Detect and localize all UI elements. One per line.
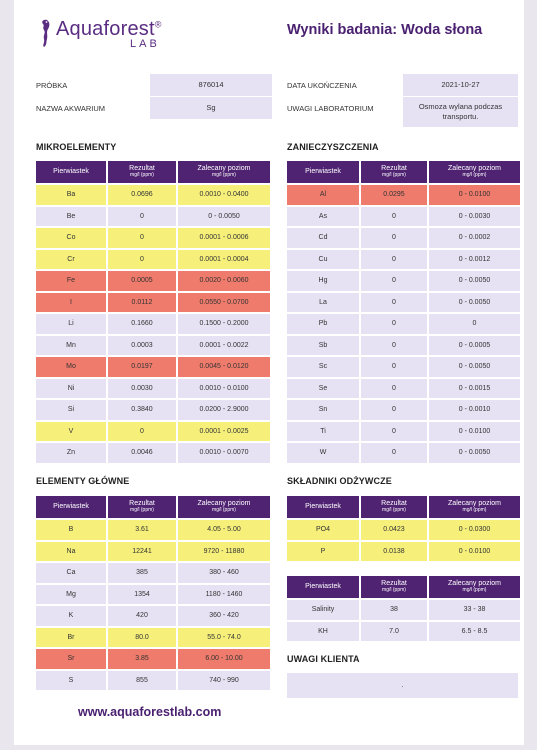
cell-recommended: 0 - 0.0050 [429, 271, 520, 291]
table-row [36, 628, 270, 648]
lab-notes-label: UWAGI LABORATORIUM [287, 104, 374, 113]
cell-result: 0 [361, 250, 427, 270]
col-result: Rezultat mg/l (ppm) [108, 496, 176, 518]
cell-recommended: 0.0045 - 0.0120 [178, 357, 270, 377]
table-row [287, 357, 520, 377]
brand-name: Aquaforest® [56, 18, 162, 40]
cell-result: 0 [361, 207, 427, 227]
cell-result: 3.61 [108, 520, 176, 540]
cell-element: I [36, 293, 106, 313]
cell-element: W [287, 443, 359, 463]
cell-recommended: 0 - 0.0012 [429, 250, 520, 270]
cell-recommended: 0 - 0.0300 [429, 520, 520, 540]
micro-table [34, 159, 272, 465]
cell-recommended: 360 - 420 [178, 606, 270, 626]
cell-result: 0.0138 [361, 542, 427, 562]
table-row [287, 542, 520, 562]
cell-result: 0 [108, 207, 176, 227]
cell-result: 0 [361, 314, 427, 334]
cell-result: 0 [361, 357, 427, 377]
cell-recommended: 0.0550 - 0.0700 [178, 293, 270, 313]
nutrients-section-title: SKŁADNIKI ODŻYWCZE [287, 476, 392, 486]
parameters-table [285, 574, 522, 643]
cell-result: 0.0423 [361, 520, 427, 540]
cell-recommended: 0.0010 - 0.0100 [178, 379, 270, 399]
cell-element: Ni [36, 379, 106, 399]
cell-element: Al [287, 185, 359, 205]
cell-recommended: 380 - 460 [178, 563, 270, 583]
cell-recommended: 0 - 0.0015 [429, 379, 520, 399]
cell-element: Mg [36, 585, 106, 605]
cell-element: V [36, 422, 106, 442]
cell-element: Co [36, 228, 106, 248]
cell-recommended: 0.0020 - 0.0060 [178, 271, 270, 291]
cell-recommended: 0 - 0.0050 [429, 443, 520, 463]
table-row [287, 600, 520, 620]
col-recommended: Zalecany poziom mg/l (ppm) [429, 576, 520, 598]
cell-result: 420 [108, 606, 176, 626]
aquarium-value: Sg [150, 97, 272, 119]
table-row [36, 563, 270, 583]
cell-result: 0.0003 [108, 336, 176, 356]
cell-recommended: 0 - 0.0050 [178, 207, 270, 227]
cell-result: 0.0696 [108, 185, 176, 205]
cell-result: 0.0197 [108, 357, 176, 377]
cell-element: K [36, 606, 106, 626]
col-element: Pierwiastek [287, 161, 359, 183]
table-row [287, 228, 520, 248]
cell-recommended: 33 - 38 [429, 600, 520, 620]
table-row [36, 185, 270, 205]
table-row [287, 622, 520, 642]
cell-element: Be [36, 207, 106, 227]
cell-element: KH [287, 622, 359, 642]
cell-result: 0 [108, 228, 176, 248]
cell-element: Pb [287, 314, 359, 334]
col-recommended: Zalecany poziom mg/l (ppm) [429, 496, 520, 518]
cell-result: 0.1660 [108, 314, 176, 334]
cell-result: 3.85 [108, 649, 176, 669]
sample-label: PRÓBKA [36, 81, 68, 90]
major-section-title: ELEMENTY GŁÓWNE [36, 476, 130, 486]
cell-recommended: 55.0 - 74.0 [178, 628, 270, 648]
aquarium-label: NAZWA AKWARIUM [36, 104, 106, 113]
table-row [36, 671, 270, 691]
cell-recommended: 0 - 0.0050 [429, 293, 520, 313]
cell-recommended: 0 - 0.0100 [429, 185, 520, 205]
cell-element: Salinity [287, 600, 359, 620]
cell-result: 7.0 [361, 622, 427, 642]
table-header-row [287, 496, 520, 518]
cell-recommended: 0.0001 - 0.0004 [178, 250, 270, 270]
cell-recommended: 4.05 - 5.00 [178, 520, 270, 540]
table-row [287, 336, 520, 356]
sample-value: 876014 [150, 74, 272, 96]
cell-recommended: 9720 - 11880 [178, 542, 270, 562]
table-row [287, 422, 520, 442]
cell-recommended: 0 - 0.0100 [429, 542, 520, 562]
table-row [36, 542, 270, 562]
cell-element: La [287, 293, 359, 313]
brand-subtitle: LAB [130, 38, 160, 50]
cell-recommended: 740 - 990 [178, 671, 270, 691]
client-notes-section-title: UWAGI KLIENTA [287, 654, 360, 664]
cell-result: 12241 [108, 542, 176, 562]
cell-result: 0 [361, 443, 427, 463]
cell-recommended: 0 - 0.0100 [429, 422, 520, 442]
date-label: DATA UKOŃCZENIA [287, 81, 357, 90]
cell-result: 0 [361, 336, 427, 356]
col-result: Rezultat mg/l (ppm) [361, 496, 427, 518]
table-row [287, 185, 520, 205]
cell-element: Fe [36, 271, 106, 291]
table-row [36, 649, 270, 669]
table-header-row [36, 496, 270, 518]
col-element: Pierwiastek [287, 496, 359, 518]
table-row [36, 585, 270, 605]
table-row [36, 443, 270, 463]
cell-element: Br [36, 628, 106, 648]
cell-recommended: 0 - 0.0050 [429, 357, 520, 377]
cell-element: Cd [287, 228, 359, 248]
table-row [36, 400, 270, 420]
cell-element: As [287, 207, 359, 227]
cell-result: 0.0005 [108, 271, 176, 291]
col-element: Pierwiastek [287, 576, 359, 598]
seahorse-icon [38, 18, 52, 48]
cell-result: 80.0 [108, 628, 176, 648]
cell-result: 0 [361, 400, 427, 420]
cell-element: Hg [287, 271, 359, 291]
cell-result: 0 [108, 250, 176, 270]
micro-section-title: MIKROELEMENTY [36, 142, 117, 152]
col-recommended: Zalecany poziom mg/l (ppm) [178, 496, 270, 518]
table-header-row [287, 161, 520, 183]
cell-result: 0 [108, 422, 176, 442]
cell-element: Si [36, 400, 106, 420]
cell-result: 0.3840 [108, 400, 176, 420]
cell-element: Ti [287, 422, 359, 442]
cell-element: Sb [287, 336, 359, 356]
table-row [287, 443, 520, 463]
col-result: Rezultat mg/l (ppm) [361, 161, 427, 183]
cell-result: 0 [361, 293, 427, 313]
table-row [36, 228, 270, 248]
cell-recommended: 0 - 0.0005 [429, 336, 520, 356]
cell-element: Mo [36, 357, 106, 377]
table-row [36, 379, 270, 399]
cell-element: Cr [36, 250, 106, 270]
cell-element: Sc [287, 357, 359, 377]
cell-element: Ca [36, 563, 106, 583]
table-row [287, 250, 520, 270]
cell-recommended: 0.0010 - 0.0400 [178, 185, 270, 205]
cell-element: P [287, 542, 359, 562]
cell-result: 0.0295 [361, 185, 427, 205]
cell-element: Cu [287, 250, 359, 270]
table-row [287, 271, 520, 291]
table-row [36, 314, 270, 334]
table-row [287, 314, 520, 334]
cell-result: 855 [108, 671, 176, 691]
col-recommended: Zalecany poziom mg/l (ppm) [429, 161, 520, 183]
brand-logo [38, 18, 198, 52]
table-row [36, 250, 270, 270]
cell-recommended: 6.5 - 8.5 [429, 622, 520, 642]
cell-element: B [36, 520, 106, 540]
nutrients-table [285, 494, 522, 563]
cell-element: PO4 [287, 520, 359, 540]
table-header-row [287, 576, 520, 598]
cell-recommended: 0.0200 - 2.9000 [178, 400, 270, 420]
cell-recommended: 0 [429, 314, 520, 334]
col-element: Pierwiastek [36, 496, 106, 518]
cell-element: Li [36, 314, 106, 334]
table-header-row [36, 161, 270, 183]
cell-result: 0.0046 [108, 443, 176, 463]
cell-recommended: 0 - 0.0002 [429, 228, 520, 248]
cell-element: Na [36, 542, 106, 562]
client-notes-value: . [287, 673, 518, 698]
cell-element: Se [287, 379, 359, 399]
table-row [36, 357, 270, 377]
cell-recommended: 0.0010 - 0.0070 [178, 443, 270, 463]
table-row [36, 293, 270, 313]
table-row [287, 207, 520, 227]
cell-result: 1354 [108, 585, 176, 605]
cell-recommended: 0 - 0.0010 [429, 400, 520, 420]
col-element: Pierwiastek [36, 161, 106, 183]
cell-result: 0 [361, 228, 427, 248]
cell-element: Sn [287, 400, 359, 420]
cell-result: 385 [108, 563, 176, 583]
col-recommended: Zalecany poziom mg/l (ppm) [178, 161, 270, 183]
col-result: Rezultat mg/l (ppm) [361, 576, 427, 598]
table-row [36, 336, 270, 356]
cell-recommended: 0.0001 - 0.0006 [178, 228, 270, 248]
page-title: Wyniki badania: Woda słona [287, 22, 483, 38]
contaminants-table [285, 159, 522, 465]
table-row [36, 271, 270, 291]
cell-element: Ba [36, 185, 106, 205]
table-row [287, 293, 520, 313]
cell-element: Mn [36, 336, 106, 356]
cell-result: 0.0112 [108, 293, 176, 313]
cell-element: S [36, 671, 106, 691]
contaminants-section-title: ZANIECZYSZCZENIA [287, 142, 379, 152]
cell-recommended: 0.0001 - 0.0022 [178, 336, 270, 356]
table-row [36, 207, 270, 227]
cell-result: 0.0030 [108, 379, 176, 399]
cell-result: 0 [361, 271, 427, 291]
report-page [14, 0, 524, 745]
cell-recommended: 1180 - 1460 [178, 585, 270, 605]
cell-recommended: 0.1500 - 0.2000 [178, 314, 270, 334]
table-row [287, 400, 520, 420]
cell-recommended: 0 - 0.0030 [429, 207, 520, 227]
major-table [34, 494, 272, 692]
table-row [36, 606, 270, 626]
lab-notes-value: Osmoza wylana podczas transportu. [403, 97, 518, 127]
cell-recommended: 6.00 - 10.00 [178, 649, 270, 669]
table-row [36, 422, 270, 442]
cell-element: Sr [36, 649, 106, 669]
table-row [36, 520, 270, 540]
cell-recommended: 0.0001 - 0.0025 [178, 422, 270, 442]
website-link[interactable]: www.aquaforestlab.com [78, 705, 222, 719]
table-row [287, 520, 520, 540]
cell-result: 0 [361, 422, 427, 442]
cell-result: 0 [361, 379, 427, 399]
date-value: 2021-10-27 [403, 74, 518, 96]
cell-result: 38 [361, 600, 427, 620]
cell-element: Zn [36, 443, 106, 463]
table-row [287, 379, 520, 399]
col-result: Rezultat mg/l (ppm) [108, 161, 176, 183]
